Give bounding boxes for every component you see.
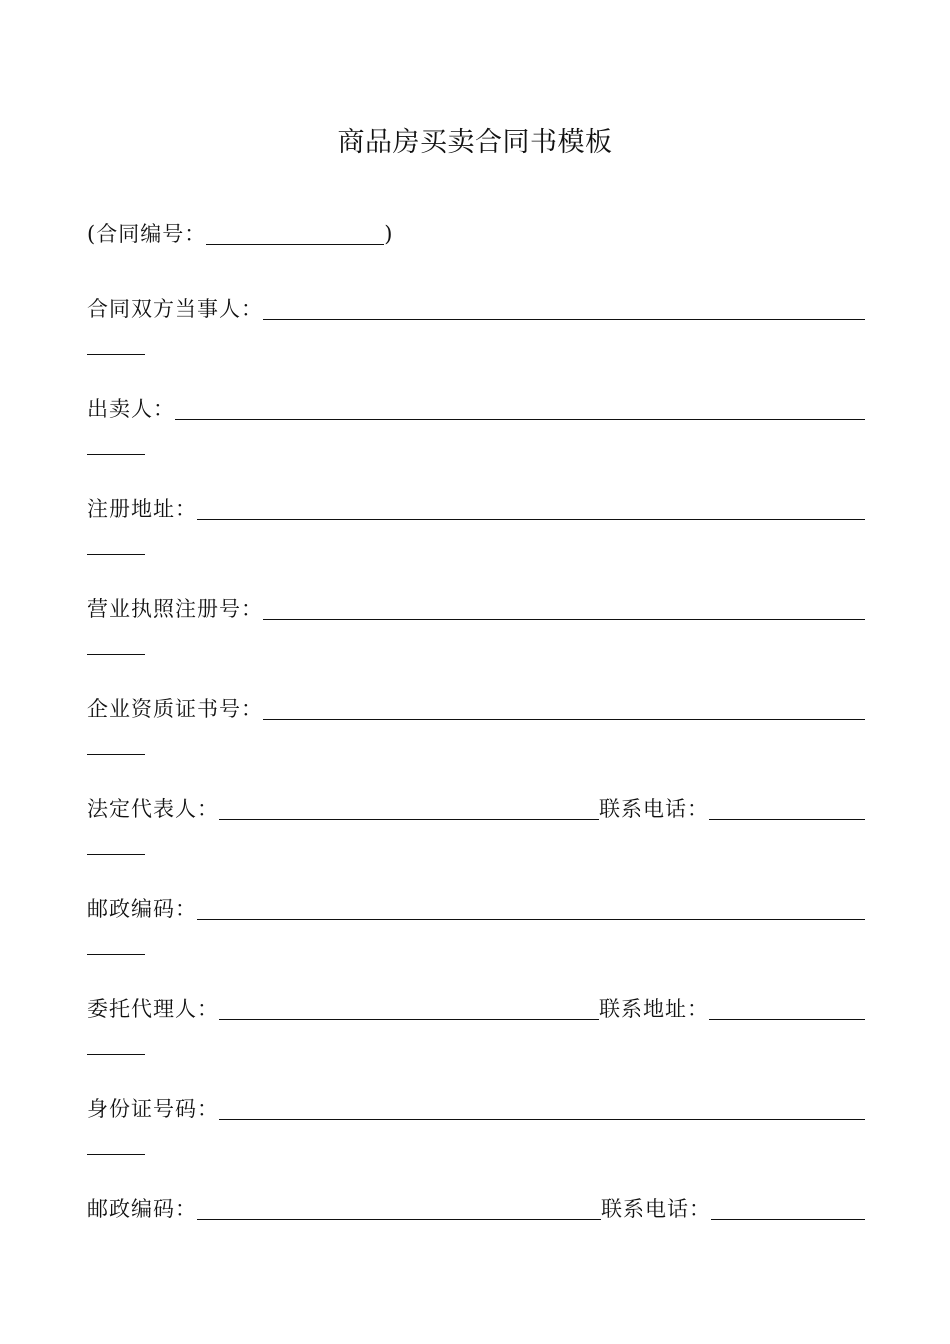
field-blank[interactable] bbox=[219, 997, 599, 1020]
field-label: 营业执照注册号： bbox=[87, 597, 263, 621]
field-label: 注册地址： bbox=[87, 497, 197, 521]
field-blank[interactable] bbox=[219, 1097, 865, 1120]
contract-number-close: ) bbox=[384, 222, 393, 246]
field-blank[interactable] bbox=[219, 797, 599, 820]
field-parties bbox=[87, 294, 865, 324]
field-authorized-agent bbox=[87, 994, 865, 1024]
field-label: 邮政编码： bbox=[87, 1197, 197, 1221]
field-postal-code-2 bbox=[87, 1194, 865, 1224]
field-label: 企业资质证书号： bbox=[87, 697, 263, 721]
field-label: 身份证号码： bbox=[87, 1097, 219, 1121]
field-blank-continuation[interactable] bbox=[87, 854, 145, 855]
field-blank[interactable] bbox=[263, 297, 865, 320]
contract-number-label: (合同编号： bbox=[87, 222, 207, 246]
field-legal-representative bbox=[87, 794, 865, 824]
field-blank-address[interactable] bbox=[709, 997, 865, 1020]
field-blank-phone[interactable] bbox=[711, 1197, 865, 1220]
field-blank[interactable] bbox=[263, 697, 865, 720]
field-label-phone: 联系电话： bbox=[599, 797, 709, 821]
field-registered-address bbox=[87, 494, 865, 524]
field-blank-continuation[interactable] bbox=[87, 454, 145, 455]
field-blank-continuation[interactable] bbox=[87, 754, 145, 755]
field-blank-phone[interactable] bbox=[709, 797, 865, 820]
field-blank-continuation[interactable] bbox=[87, 354, 145, 355]
field-qualification-cert bbox=[87, 694, 865, 724]
field-blank[interactable] bbox=[263, 597, 865, 620]
field-blank-continuation[interactable] bbox=[87, 554, 145, 555]
field-label: 委托代理人： bbox=[87, 997, 219, 1021]
field-label: 合同双方当事人： bbox=[87, 297, 263, 321]
field-postal-code bbox=[87, 894, 865, 924]
field-blank[interactable] bbox=[197, 497, 865, 520]
field-blank[interactable] bbox=[197, 897, 865, 920]
field-label-phone: 联系电话： bbox=[601, 1197, 711, 1221]
document-title: 商品房买卖合同书模板 bbox=[337, 127, 613, 158]
contract-number-blank[interactable] bbox=[206, 222, 384, 245]
field-seller bbox=[87, 394, 865, 424]
field-label: 法定代表人： bbox=[87, 797, 219, 821]
contract-number-line bbox=[87, 219, 865, 249]
field-blank-continuation[interactable] bbox=[87, 954, 145, 955]
field-label-address: 联系地址： bbox=[599, 997, 709, 1021]
field-blank-continuation[interactable] bbox=[87, 1054, 145, 1055]
field-label: 邮政编码： bbox=[87, 897, 197, 921]
field-blank[interactable] bbox=[197, 1197, 601, 1220]
field-label: 出卖人： bbox=[87, 397, 175, 421]
field-id-number bbox=[87, 1094, 865, 1124]
field-blank-continuation[interactable] bbox=[87, 654, 145, 655]
field-blank-continuation[interactable] bbox=[87, 1154, 145, 1155]
field-blank[interactable] bbox=[175, 397, 865, 420]
field-business-license bbox=[87, 594, 865, 624]
